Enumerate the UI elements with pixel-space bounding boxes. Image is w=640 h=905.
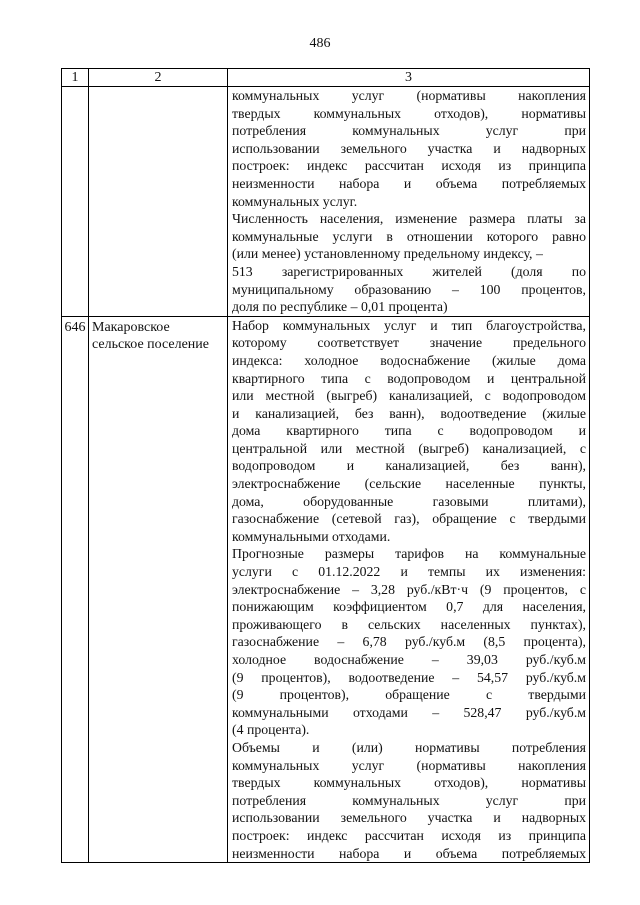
text-line: 513 зарегистрированных жителей (доля по	[232, 263, 586, 279]
header-col-3: 3	[228, 69, 590, 87]
text-line: понижающим коэффициентом 0,7 для населения,	[232, 599, 586, 615]
text-line: построек: индекс рассчитан исходя из принципа	[232, 827, 586, 843]
row-description	[228, 87, 590, 317]
text-line: Набор коммунальных услуг и тип благоустройства,	[232, 317, 586, 333]
text-line: электроснабжение (сельские населенные пункты,	[232, 476, 586, 492]
text-line: которому соответствует значение предельного	[232, 335, 586, 351]
text-line: муниципальному образованию – 100 процентов,	[232, 281, 586, 297]
municipality-name	[89, 87, 228, 317]
text-line: неизменности набора и объема потребляемых	[232, 175, 586, 191]
text-line: (4 процента).	[232, 722, 310, 738]
text-line: (9 процентов), обращение с твердыми	[232, 687, 586, 703]
text-line: коммунальные услуги в отношении которого равно	[232, 228, 586, 244]
text-line: проживающего в сельских населенных пунктах),	[232, 616, 586, 632]
text-line: газоснабжение (сетевой газ), обращение с твердыми	[232, 511, 586, 527]
text-line: коммунальных услуг.	[232, 193, 358, 209]
text-line: квартирного типа с водопроводом и центральной	[232, 370, 586, 386]
text-line: коммунальных услуг (нормативы накопления	[232, 757, 586, 773]
text-line: потребления коммунальных услуг при	[232, 792, 586, 808]
text-line: использовании земельного участка и надворных	[232, 810, 586, 826]
text-line: водопроводом и канализацией, без ванн),	[232, 458, 586, 474]
text-line: дома, оборудованные газовыми плитами),	[232, 493, 586, 509]
text-line: электроснабжение – 3,28 руб./кВт·ч (9 процентов, с	[232, 581, 586, 597]
table-header-row	[62, 69, 590, 87]
header-col-2: 2	[89, 69, 228, 87]
text-line: Численность населения, изменение размера платы за	[232, 211, 586, 227]
text-line: твердых коммунальных отходов), нормативы	[232, 105, 586, 121]
row-number	[62, 87, 89, 317]
text-line: коммунальных услуг (нормативы накопления	[232, 88, 586, 103]
text-line: центральной или местной (выгреб) канализацией, с	[232, 440, 586, 456]
table-row-646	[62, 316, 590, 862]
text-line: твердых коммунальных отходов), нормативы	[232, 775, 586, 791]
text-line: неизменности набора и объема потребляемых	[232, 845, 586, 861]
text-line: и канализацией, без ванн), водоотведение (жилые	[232, 405, 586, 421]
text-line: Объемы и (или) нормативы потребления	[232, 739, 586, 755]
text-line: коммунальными отходами.	[232, 528, 391, 544]
text-line: потребления коммунальных услуг при	[232, 123, 586, 139]
text-line: или местной (выгреб) канализацией, с водопроводом	[232, 388, 586, 404]
header-col-1: 1	[62, 69, 89, 87]
text-line: Прогнозные размеры тарифов на коммунальные	[232, 546, 586, 562]
text-line: услуги с 01.12.2022 и темпы их изменения:	[232, 564, 586, 580]
row-description	[228, 316, 590, 862]
text-line: холодное водоснабжение – 39,03 руб./куб.м	[232, 652, 586, 667]
text-line: коммунальными отходами – 528,47 руб./куб.м	[232, 704, 586, 720]
text-line: доля по республике – 0,01 процента)	[232, 299, 448, 315]
text-line: построек: индекс рассчитан исходя из принципа	[232, 158, 586, 174]
text-line: газоснабжение – 6,78 руб./куб.м (8,5 процента),	[232, 634, 586, 650]
row-number: 646	[62, 316, 89, 862]
table-row-continuation	[62, 87, 590, 317]
text-line: (или менее) установленному предельному индексу, –	[232, 246, 543, 262]
text-line: индекса: холодное водоснабжение (жилые дома	[232, 352, 586, 368]
text-line: (9 процентов), водоотведение – 54,57 руб./куб.м	[232, 669, 586, 685]
tariff-table	[61, 68, 590, 863]
text-line: дома квартирного типа с водопроводом и	[232, 423, 586, 439]
text-line: использовании земельного участка и надворных	[232, 140, 586, 156]
municipality-name: Макаровское сельское поселение	[89, 316, 228, 862]
page-number: 486	[309, 36, 331, 51]
